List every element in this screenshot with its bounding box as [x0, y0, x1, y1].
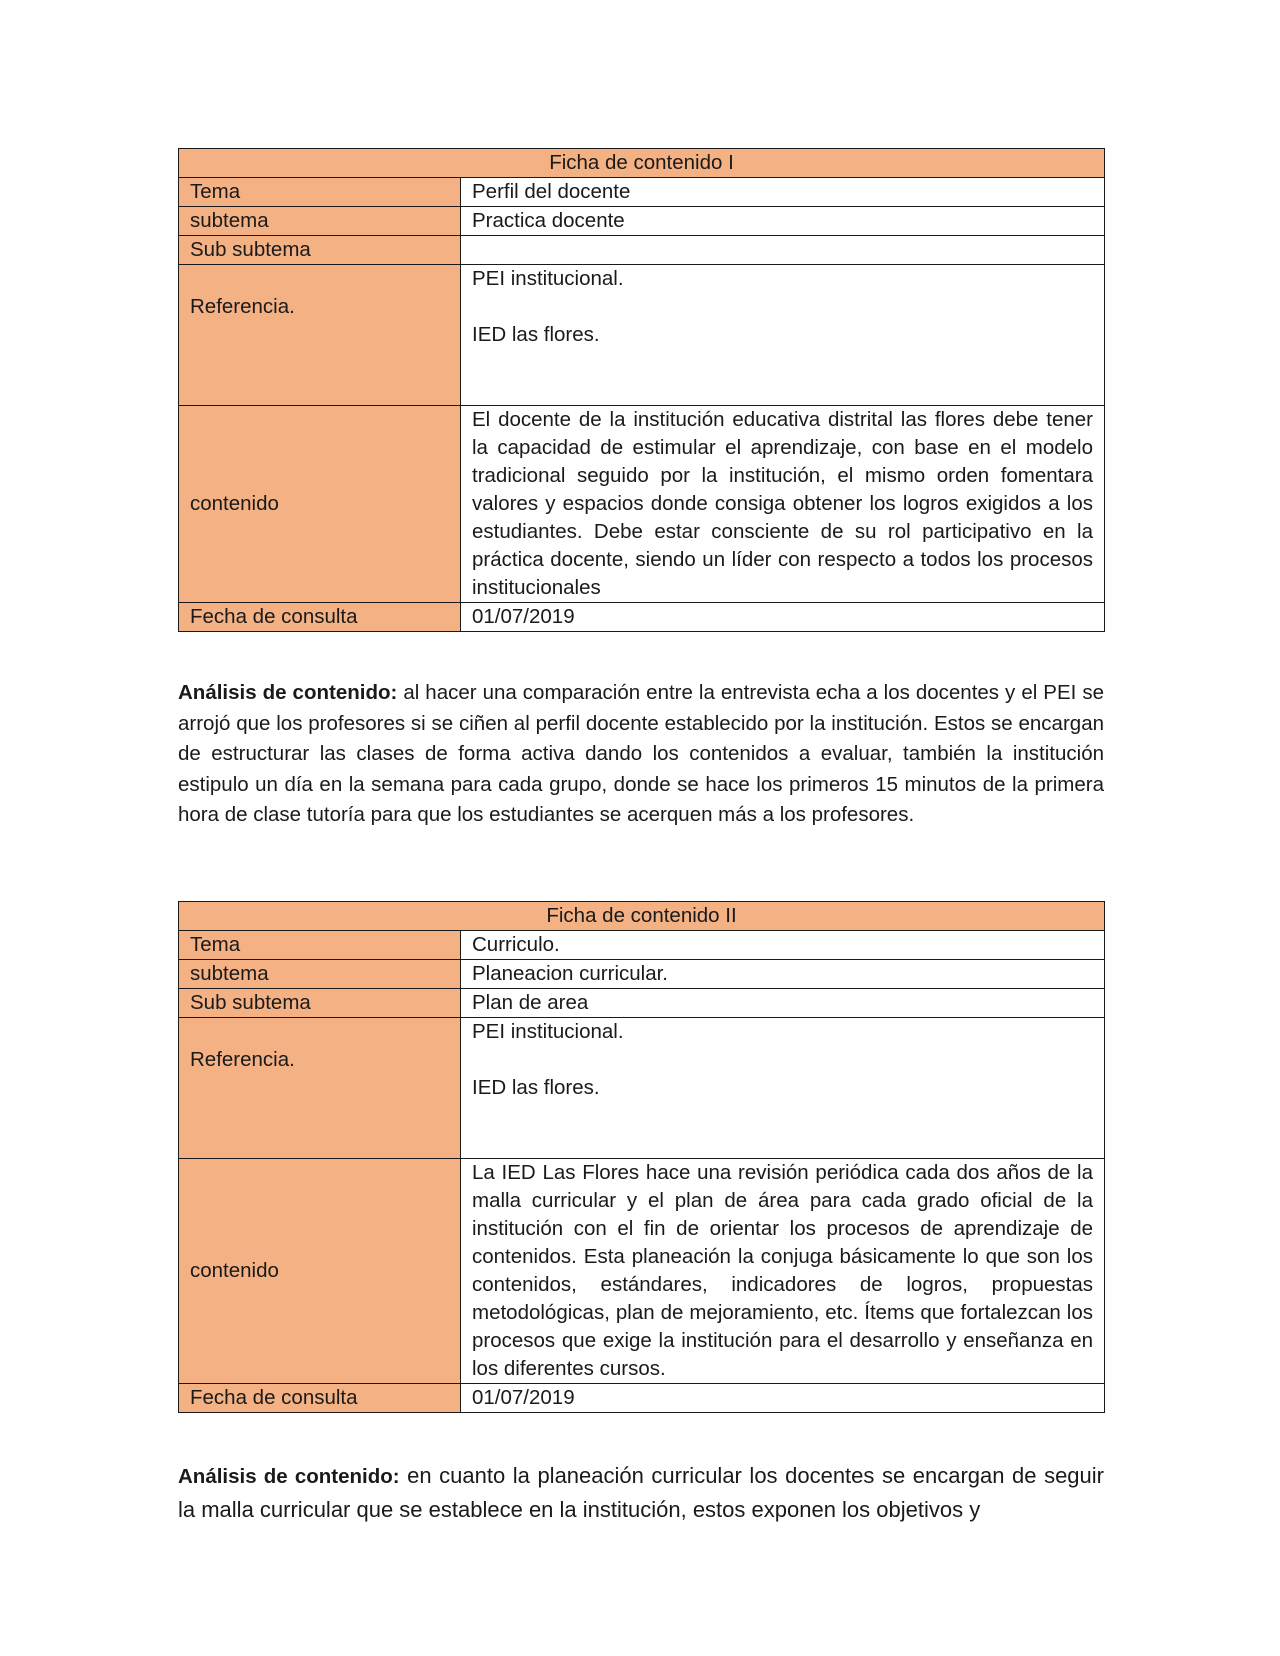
ficha-header-row — [179, 149, 1105, 178]
table-row — [179, 603, 1105, 632]
table-row — [179, 988, 1105, 1017]
row-label: Tema — [179, 178, 461, 207]
row-label: subtema — [179, 207, 461, 236]
table-row — [179, 1158, 1105, 1383]
row-value — [461, 236, 1105, 265]
table-row — [179, 406, 1105, 603]
spacer — [178, 632, 1104, 678]
reference-line: PEI institucional. — [472, 1019, 624, 1043]
row-label: contenido — [179, 406, 461, 603]
reference-spacer — [472, 1046, 1093, 1074]
row-label: Fecha de consulta — [179, 603, 461, 632]
content-cell: La IED Las Flores hace una revisión periódica cada dos años de la malla curricular y el plan de área para cada grado oficial de la institución con el fin de orientar los procesos de aprendizaje de contenidos. Esta planeación la conjuga básicamente lo que son los contenidos, estándares, indicadores de logros, propuestas metodológicas, plan de mejoramiento, etc. Ítems que fortalezcan los procesos que exige la institución para el desarrollo y enseñanza en los diferentes cursos. — [461, 1158, 1105, 1383]
row-value: Planeacion curricular. — [461, 959, 1105, 988]
reference-spacer — [472, 293, 1093, 321]
reference-line: IED las flores. — [472, 1075, 600, 1099]
table-row — [179, 178, 1105, 207]
table-row — [179, 236, 1105, 265]
analysis-label: Análisis de contenido: — [178, 1464, 400, 1488]
table-row — [179, 207, 1105, 236]
row-label: Sub subtema — [179, 988, 461, 1017]
content-cell: El docente de la institución educativa distrital las flores debe tener la capacidad de estimular el aprendizaje, con base en el modelo tradicional seguido por la institución, el mismo orden fomentara valores y espacios donde consiga obtener los logros exigidos a los estudiantes. Debe estar consciente de su rol participativo en la práctica docente, siendo un líder con respecto a todos los procesos institucionales — [461, 406, 1105, 603]
ficha-table-1 — [178, 148, 1105, 632]
row-label: Referencia. — [179, 1017, 461, 1158]
ficha-header-row — [179, 901, 1105, 930]
row-label: subtema — [179, 959, 461, 988]
ficha-title: Ficha de contenido I — [179, 149, 1105, 178]
analysis-paragraph — [178, 678, 1104, 831]
row-label: Sub subtema — [179, 236, 461, 265]
row-label: Tema — [179, 930, 461, 959]
reference-line: IED las flores. — [472, 323, 600, 346]
row-label: contenido — [179, 1158, 461, 1383]
analysis-text: en cuanto la planeación curricular los docentes se encargan de seguir la malla curricular que se establece en la institución, estos exponen los objetivos y — [178, 1462, 1104, 1522]
ficha-table-2 — [178, 901, 1105, 1413]
row-label: Fecha de consulta — [179, 1383, 461, 1412]
row-value: 01/07/2019 — [461, 1383, 1105, 1412]
table-row — [179, 1017, 1105, 1158]
analysis-label: Análisis de contenido: — [178, 681, 398, 704]
table-row — [179, 959, 1105, 988]
row-value: Perfil del docente — [461, 178, 1105, 207]
ficha-title: Ficha de contenido II — [179, 901, 1105, 930]
table-row — [179, 1383, 1105, 1412]
row-value: Plan de area — [461, 988, 1105, 1017]
table-row — [179, 265, 1105, 406]
reference-cell — [461, 1017, 1105, 1158]
reference-cell — [461, 265, 1105, 406]
spacer — [178, 831, 1104, 901]
row-value: 01/07/2019 — [461, 603, 1105, 632]
row-label: Referencia. — [179, 265, 461, 406]
row-value: Practica docente — [461, 207, 1105, 236]
row-value: Curriculo. — [461, 930, 1105, 959]
document-page — [178, 148, 1104, 1526]
spacer — [178, 1413, 1104, 1459]
reference-line: PEI institucional. — [472, 267, 624, 290]
table-row — [179, 930, 1105, 959]
analysis-paragraph — [178, 1459, 1104, 1526]
analysis-text: al hacer una comparación entre la entrevista echa a los docentes y el PEI se arrojó que los profesores si se ciñen al perfil docente establecido por la institución. Estos se encargan de estructurar las clases de forma activa dando los contenidos a evaluar, también la institución estipulo un día en la semana para cada grupo, donde se hace los primeros 15 minutos de la primera hora de clase tutoría para que los estudiantes se acerquen más a los profesores. — [178, 681, 1104, 826]
